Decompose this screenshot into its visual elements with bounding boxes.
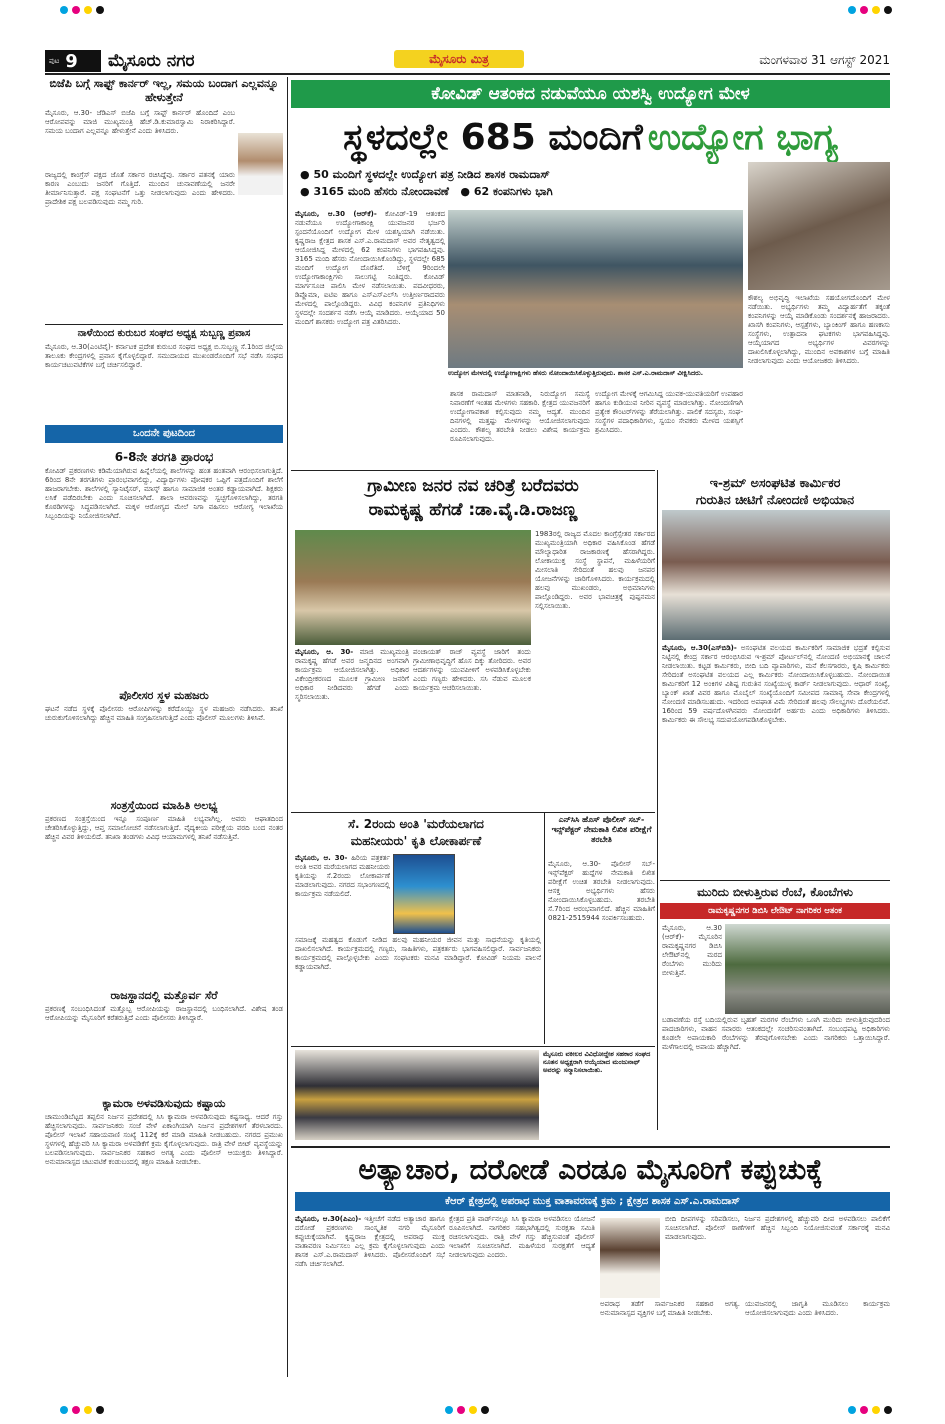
eshram-headline-2: ಗುರುತಿನ ಚೀಟಿಗೆ ನೋಂದಣಿ ಅಭಿಯಾನ — [695, 492, 855, 507]
page-number: 9 — [65, 50, 78, 72]
bullet1-text: 50 ಮಂದಿಗೆ ಸ್ಥಳದಲ್ಲೇ ಉದ್ಯೋಗ ಪತ್ರ ನೀಡಿದ ಶಾಸಕ ರಾಮದಾಸ್ — [313, 168, 550, 181]
story1-body: ಮೈಸೂರು, ಆ.30- ಜೆಡಿಎಸ್ ಬಿಜೆಪಿ ಬಗ್ಗೆ ಸಾಫ್ಟ್ ಕಾರ್ನರ್ ಹೊಂದಿದೆ ಎಂಬ ಆರೋಪವನ್ನು ಮಾಜಿ ಮುಖ್ಯಮಂತ್ರಿ ಹೆಚ್.ಡಿ.ಕುಮಾರಸ್ವಾಮಿ ನಿರಾಕರಿಸಿದ್ದಾರೆ. ಸಮಯ ಬಂದಾಗ ಎಲ್ಲವನ್ನೂ ಹೇಳುತ್ತೇನೆ ಎಂದು ತಿಳಿಸಿದರು. — [45, 109, 235, 135]
divider — [660, 880, 890, 881]
trees-subhead-banner — [660, 903, 890, 919]
lead-body-col2: ಶಾಸಕ ರಾಮದಾಸ್ ಮಾತನಾಡಿ, ನಿರುದ್ಯೋಗ ಸಮಸ್ಯೆ ನಿವಾರಣೆಗೆ ಇಂತಹ ಮೇಳಗಳು ಸಹಕಾರಿ. ಕ್ಷೇತ್ರದ ಯುವಜನರಿಗೆ ಉದ್ಯೋಗಾವಕಾಶ ಕಲ್ಪಿಸುವುದು ನಮ್ಮ ಆದ್ಯತೆ. ಮುಂದಿನ ದಿನಗಳಲ್ಲಿ ಮತ್ತಷ್ಟು ಮೇಳಗಳನ್ನು ಆಯೋಜಿಸಲಾಗುವುದು ಎಂದರು. ಕೌಶಲ್ಯ ತರಬೇತಿ ನೀಡಲು ವಿಶೇಷ ಕಾರ್ಯಕ್ರಮ ರೂಪಿಸಲಾಗುವುದು. — [450, 390, 590, 443]
mla-photo — [748, 162, 890, 290]
bottom-body-col3: ಅಪರಾಧ ತಡೆಗೆ ಸಾರ್ವಜನಿಕರ ಸಹಕಾರ ಅಗತ್ಯ. ಅನುಮಾನಾಸ್ಪದ ವ್ಯಕ್ತಿಗಳ ಬಗ್ಗೆ ಮಾಹಿತಿ ನೀಡಬೇಕು. — [600, 1300, 740, 1317]
divider — [291, 812, 655, 813]
book-body-col1: ಮೈಸೂರು, ಆ. 30- ಹಿರಿಯ ಪತ್ರಕರ್ತ ಅಂತಿ ಅವರ ಮರೆಯಲಾಗದ ಮಹನೀಯರು ಕೃತಿಯನ್ನು ಸೆ.2ರಂದು ಲೋಕಾರ್ಪಣೆ ಮಾಡಲಾಗುವುದು. ನಗರದ ಸಭಾಂಗಣದಲ್ಲಿ ಕಾರ್ಯಕ್ರಮ ನಡೆಯಲಿದೆ. — [295, 854, 390, 898]
eshram-headline-1: ಇ-ಶ್ರಮ್ ಅಸಂಘಟಿತ ಕಾರ್ಮಿಕರ — [709, 475, 841, 490]
kumaraswamy-photo — [238, 133, 283, 195]
bottom-body-col2: ಕ್ಷೇತ್ರದ ಪ್ರತಿ ವಾರ್ಡ್‌ನಲ್ಲೂ ಸಿಸಿ ಕ್ಯಾಮರಾ ಅಳವಡಿಸಲು ಯೋಜನೆ ರೂಪಿಸಲಾಗಿದೆ. ನಾಗರಿಕರ ಸಹಭಾಗಿತ್ವದಲ್ಲಿ ಸುರಕ್ಷತಾ ಸಮಿತಿ ರಚಿಸಲಾಗುವುದು. ರಾತ್ರಿ ವೇಳೆ ಗಸ್ತು ಹೆಚ್ಚಿಸುವಂತೆ ಪೊಲೀಸ್ ಇಲಾಖೆಗೆ ಸೂಚಿಸಲಾಗಿದೆ. ಮಹಿಳೆಯರ ಸುರಕ್ಷತೆಗೆ ಆದ್ಯತೆ ನೀಡಲಾಗುವುದು ಎಂದರು. — [449, 1215, 595, 1259]
registration-marks-bottom — [0, 1400, 945, 1420]
lead-headline — [291, 112, 890, 164]
police-exam-body: ಮೈಸೂರು, ಆ.30- ಪೊಲೀಸ್ ಸಬ್-ಇನ್ಸ್‌ಪೆಕ್ಟರ್ ಹುದ್ದೆಗಳ ನೇಮಕಾತಿ ಲಿಖಿತ ಪರೀಕ್ಷೆಗೆ ಉಚಿತ ತರಬೇತಿ ನೀಡಲಾಗುವುದು. ಆಸಕ್ತ ಅಭ್ಯರ್ಥಿಗಳು ಹೆಸರು ನೋಂದಾಯಿಸಿಕೊಳ್ಳಬಹುದು. ತರಬೇತಿ ಸೆ.7ರಿಂದ ಆರಂಭವಾಗಲಿದೆ. ಹೆಚ್ಚಿನ ಮಾಹಿತಿಗೆ 0821-2515944 ಸಂಪರ್ಕಿಸಬಹುದು. — [548, 860, 655, 922]
story2-body: ಮೈಸೂರು, ಆ.30(ಎಂಟಿವೈ)- ಕರ್ನಾಟಕ ಪ್ರದೇಶ ಕುರುಬರ ಸಂಘದ ಅಧ್ಯಕ್ಷ ಬಿ.ಸುಬ್ಬಣ್ಣ ಸೆ.1ರಿಂದ ಜಿಲ್ಲೆಯ ತಾಲೂಕು ಕೇಂದ್ರಗಳಲ್ಲಿ ಪ್ರವಾಸ ಕೈಗೊಳ್ಳಲಿದ್ದಾರೆ. ಸಮುದಾಯದ ಮುಖಂಡರೊಂದಿಗೆ ಸಭೆ ನಡೆಸಿ ಸಂಘದ ಕಾರ್ಯಚಟುವಟಿಕೆಗಳ ಬಗ್ಗೆ ಚರ್ಚಿಸಲಿದ್ದಾರೆ. — [45, 343, 283, 369]
job-fair-caption: ಉದ್ಯೋಗ ಮೇಳದಲ್ಲಿ ಉದ್ಯೋಗಾಕ್ಷಿಗಳು ಹೆಸರು ನೋಂದಾಯಿಸಿಕೊಳ್ಳುತ್ತಿರುವುದು. ಶಾಸಕ ಎಸ್.ಎ.ರಾಮದಾಸ್ ವೀಕ್ಷಿಸಿದರು. — [448, 369, 743, 385]
ramakrishna-dateline: ಮೈಸೂರು, ಆ. 30- — [295, 648, 354, 656]
section-name: ಮೈಸೂರು ನಗರ — [108, 51, 195, 71]
yellow-dot — [872, 1406, 880, 1414]
trees-body-col1: ಮೈಸೂರು, ಆ.30 (ಆರ್‌ಕೆ)- ಮೈಸೂರಿನ ರಾಮಕೃಷ್ಣನಗರ ಡಿಬಿಸಿ ಲೇಔಟ್‌ನಲ್ಲಿ ಮರದ ರೆಂಬೆಗಳು ಮುರಿದು ಬೀಳುತ್ತಿವೆ. — [662, 924, 722, 977]
left-column — [45, 77, 283, 1377]
story7-body: ಚಾಮುಂಡಿಬೆಟ್ಟದ ತಪ್ಪಲಿನ ನಿರ್ಜನ ಪ್ರದೇಶದಲ್ಲಿ ಸಿಸಿ ಕ್ಯಾಮರಾ ಅಳವಡಿಸುವುದು ಕಷ್ಟಸಾಧ್ಯ. ಆದರೆ ಗಸ್ತು ಹೆಚ್ಚಿಸಲಾಗುವುದು. ಸಾರ್ವಜನಿಕರು ಸಂಜೆ ವೇಳೆ ಏಕಾಂಗಿಯಾಗಿ ನಿರ್ಜನ ಪ್ರದೇಶಗಳಿಗೆ ತೆರಳಬಾರದು. ಪೊಲೀಸ್ ಇಲಾಖೆ ಸಹಾಯವಾಣಿ ಸಂಖ್ಯೆ 112ಕ್ಕೆ ಕರೆ ಮಾಡಿ ಮಾಹಿತಿ ನೀಡಬಹುದು. ನಗರದ ಪ್ರಮುಖ ಸ್ಥಳಗಳಲ್ಲಿ ಹೆಚ್ಚುವರಿ ಸಿಸಿ ಕ್ಯಾಮರಾ ಅಳವಡಿಕೆಗೆ ಕ್ರಮ ಕೈಗೊಳ್ಳಲಾಗುವುದು. ರಾತ್ರಿ ವೇಳೆ ಬೀಟ್ ವ್ಯವಸ್ಥೆಯನ್ನು ಬಲಪಡಿಸಲಾಗುವುದು. ಸಾರ್ವಜನಿಕರ ಸಹಕಾರ ಅಗತ್ಯ ಎಂದು ಪೊಲೀಸ್ ಆಯುಕ್ತರು ತಿಳಿಸಿದ್ದಾರೆ. ಅನುಮಾನಾಸ್ಪದ ಚಟುವಟಿಕೆ ಕಂಡುಬಂದಲ್ಲಿ ತಕ್ಷಣ ಮಾಹಿತಿ ನೀಡಬೇಕು. — [45, 1113, 283, 1166]
bullet-dot-icon: ● — [460, 185, 471, 198]
eshram-body: ಮೈಸೂರು, ಆ.30(ಎಸ್‌ಬಿಡಿ)- ಅಸಂಘಟಿತ ವಲಯದ ಕಾರ್ಮಿಕರಿಗೆ ಸಾಮಾಜಿಕ ಭದ್ರತೆ ಕಲ್ಪಿಸುವ ನಿಟ್ಟಿನಲ್ಲಿ ಕೇಂದ್ರ ಸರ್ಕಾರ ಆರಂಭಿಸಿರುವ ಇ-ಶ್ರಮ್ ಪೋರ್ಟಲ್‌ನಲ್ಲಿ ನೋಂದಣಿ ಅಭಿಯಾನಕ್ಕೆ ಚಾಲನೆ ನೀಡಲಾಯಿತು. ಕಟ್ಟಡ ಕಾರ್ಮಿಕರು, ಬೀದಿ ಬದಿ ವ್ಯಾಪಾರಿಗಳು, ಮನೆ ಕೆಲಸಗಾರರು, ಕೃಷಿ ಕಾರ್ಮಿಕರು ಸೇರಿದಂತೆ ಅಸಂಘಟಿತ ವಲಯದ ಎಲ್ಲ ಕಾರ್ಮಿಕರು ನೋಂದಾಯಿಸಿಕೊಳ್ಳಬಹುದು. ನೋಂದಾಯಿತ ಕಾರ್ಮಿಕರಿಗೆ 12 ಅಂಕಿಗಳ ವಿಶಿಷ್ಟ ಗುರುತಿನ ಸಂಖ್ಯೆಯುಳ್ಳ ಕಾರ್ಡ್ ನೀಡಲಾಗುವುದು. ಆಧಾರ್ ಸಂಖ್ಯೆ, ಬ್ಯಾಂಕ್ ಖಾತೆ ವಿವರ ಹಾಗೂ ಮೊಬೈಲ್ ಸಂಖ್ಯೆಯೊಂದಿಗೆ ಸಮೀಪದ ಸಾಮಾನ್ಯ ಸೇವಾ ಕೇಂದ್ರಗಳಲ್ಲಿ ನೋಂದಣಿ ಮಾಡಿಸಬಹುದು. ಇದರಿಂದ ಅಪಘಾತ ವಿಮೆ ಸೇರಿದಂತೆ ಹಲವು ಸೌಲಭ್ಯಗಳು ದೊರೆಯಲಿವೆ. 16ರಿಂದ 59 ವರ್ಷದೊಳಗಿನವರು ನೋಂದಣಿಗೆ ಅರ್ಹರು ಎಂದು ಅಧಿಕಾರಿಗಳು ತಿಳಿಸಿದರು. ಕಾರ್ಮಿಕರು ಈ ಸೌಲಭ್ಯ ಸದುಪಯೋಗಪಡಿಸಿಕೊಳ್ಳಬೇಕು. — [662, 644, 890, 724]
lead-headline-highlight: ಉದ್ಯೋಗ ಭಾಗ್ಯ — [647, 117, 838, 158]
bottom-subhead-banner — [295, 1192, 890, 1211]
story6-body: ಪ್ರಕರಣಕ್ಕೆ ಸಂಬಂಧಿಸಿದಂತೆ ಮತ್ತೊಬ್ಬ ಆರೋಪಿಯನ್ನು ರಾಜಸ್ಥಾನದಲ್ಲಿ ಬಂಧಿಸಲಾಗಿದೆ. ವಿಶೇಷ ತಂಡ ಆರೋಪಿಯನ್ನು ಮೈಸೂರಿಗೆ ಕರೆತರುತ್ತಿದೆ ಎಂದು ಪೊಲೀಸರು ತಿಳಿಸಿದ್ದಾರೆ. — [45, 1005, 283, 1022]
book-cover-image — [393, 854, 455, 934]
bottom-body-col1: ಮೈಸೂರು, ಆ.30(ಪಿಎಂ)- ಇತ್ತೀಚೆಗೆ ನಡೆದ ಅತ್ಯಾಚಾರ ಹಾಗೂ ದರೋಡೆ ಪ್ರಕರಣಗಳು ಸಾಂಸ್ಕೃತಿಕ ನಗರಿ ಮೈಸೂರಿಗೆ ಕಪ್ಪುಚುಕ್ಕೆಯಾಗಿವೆ. ಕೃಷ್ಣರಾಜ ಕ್ಷೇತ್ರದಲ್ಲಿ ಅಪರಾಧ ಮುಕ್ತ ವಾತಾವರಣ ನಿರ್ಮಿಸಲು ಎಲ್ಲ ಕ್ರಮ ಕೈಗೊಳ್ಳಲಾಗುವುದು ಎಂದು ಶಾಸಕ ಎಸ್.ಎ.ರಾಮದಾಸ್ ತಿಳಿಸಿದರು. ಪೊಲೀಸರೊಂದಿಗೆ ಸಭೆ ನಡೆಸಿ ಚರ್ಚಿಸಲಾಗಿದೆ. — [295, 1215, 445, 1268]
ramakrishna-body-col3: 1983ರಲ್ಲಿ ರಾಜ್ಯದ ಮೊದಲ ಕಾಂಗ್ರೆಸ್ಸೇತರ ಸರ್ಕಾರದ ಮುಖ್ಯಮಂತ್ರಿಯಾಗಿ ಅಧಿಕಾರ ವಹಿಸಿಕೊಂಡ ಹೆಗಡೆ ಮೌಲ್ಯಾಧಾರಿತ ರಾಜಕಾರಣಕ್ಕೆ ಹೆಸರಾಗಿದ್ದರು. ಲೋಕಾಯುಕ್ತ ಸಂಸ್ಥೆ ಸ್ಥಾಪನೆ, ಮಹಿಳೆಯರಿಗೆ ಮೀಸಲಾತಿ ಸೇರಿದಂತೆ ಹಲವು ಜನಪರ ಯೋಜನೆಗಳನ್ನು ಜಾರಿಗೊಳಿಸಿದರು. ಕಾರ್ಯಕ್ರಮದಲ್ಲಿ ಹಲವು ಮುಖಂಡರು, ಅಭಿಮಾನಿಗಳು ಪಾಲ್ಗೊಂಡಿದ್ದರು. ಅವರ ಭಾವಚಿತ್ರಕ್ಕೆ ಪುಷ್ಪನಮನ ಸಲ್ಲಿಸಲಾಯಿತು. — [535, 530, 655, 610]
magenta-dot — [457, 1406, 465, 1414]
column-divider — [544, 812, 545, 1044]
story3-headline: 6-8ನೇ ತರಗತಿ ಪ್ರಾರಂಭ — [114, 450, 214, 464]
black-dot — [96, 6, 104, 14]
trees-subhead: ರಾಮಕೃಷ್ಣನಗರ ಡಿಬಿಸಿ ಲೇಔಟ್ ನಾಗರಿಕರ ಆತಂಕ — [708, 906, 842, 916]
story3-body: ಕೋವಿಡ್ ಪ್ರಕರಣಗಳು ಕಡಿಮೆಯಾಗಿರುವ ಹಿನ್ನೆಲೆಯಲ್ಲಿ ಶಾಲೆಗಳನ್ನು ಹಂತ ಹಂತವಾಗಿ ಆರಂಭಿಸಲಾಗುತ್ತಿದೆ. 6ರಿಂದ 8ನೇ ತರಗತಿಗಳು ಪ್ರಾರಂಭವಾಗಲಿದ್ದು, ವಿದ್ಯಾರ್ಥಿಗಳು ಪೋಷಕರ ಒಪ್ಪಿಗೆ ಪತ್ರದೊಂದಿಗೆ ಶಾಲೆಗೆ ಹಾಜರಾಗಬೇಕು. ಶಾಲೆಗಳಲ್ಲಿ ಸ್ಯಾನಿಟೈಸರ್, ಮಾಸ್ಕ್ ಹಾಗೂ ಸಾಮಾಜಿಕ ಅಂತರ ಕಡ್ಡಾಯವಾಗಿದೆ. ಶಿಕ್ಷಕರು ಲಸಿಕೆ ಪಡೆದಿರಬೇಕು ಎಂದು ಸೂಚಿಸಲಾಗಿದೆ. ಶಾಲಾ ಆವರಣವನ್ನು ಸ್ವಚ್ಛಗೊಳಿಸಲಾಗಿದ್ದು, ತರಗತಿ ಕೊಠಡಿಗಳನ್ನು ಸಿದ್ಧಪಡಿಸಲಾಗಿದೆ. ಮಕ್ಕಳ ಆರೋಗ್ಯದ ಮೇಲೆ ನಿಗಾ ವಹಿಸಲು ಆರೋಗ್ಯ ಇಲಾಖೆಯ ಸಿಬ್ಬಂದಿಯನ್ನು ನಿಯೋಜಿಸಲಾಗಿದೆ. — [45, 467, 283, 520]
masthead: ಮೈಸೂರು ಮಿತ್ರ — [394, 50, 524, 68]
trees-body-col2: ಬಡಾವಣೆಯ ರಸ್ತೆ ಬದಿಯಲ್ಲಿರುವ ಬೃಹತ್ ಮರಗಳ ರೆಂಬೆಗಳು ಒಣಗಿ ಮುರಿದು ಬೀಳುತ್ತಿರುವುದರಿಂದ ಪಾದಚಾರಿಗಳು, ವಾಹನ ಸವಾರರು ಆತಂಕದಲ್ಲೇ ಸಂಚರಿಸುವಂತಾಗಿದೆ. ಸಂಬಂಧಪಟ್ಟ ಅಧಿಕಾರಿಗಳು ಕೂಡಲೇ ಅಪಾಯಕಾರಿ ರೆಂಬೆಗಳನ್ನು ತೆರವುಗೊಳಿಸಬೇಕು ಎಂದು ನಾಗರಿಕರು ಒತ್ತಾಯಿಸಿದ್ದಾರೆ. ಮಳೆಗಾಲದಲ್ಲಿ ಅಪಾಯ ಹೆಚ್ಚಾಗಿದೆ. — [662, 1016, 890, 1051]
black-dot — [96, 1406, 104, 1414]
bullet2-text: 3165 ಮಂದಿ ಹೆಸರು ನೋಂದಾವಣೆ — [313, 185, 449, 198]
job-fair-photo — [448, 210, 743, 368]
header-rule — [45, 73, 890, 75]
ramakrishna-body-col1: ಮೈಸೂರು, ಆ. 30- ಮಾಜಿ ಮುಖ್ಯಮಂತ್ರಿ ರಾಮಕೃಷ್ಣ ಹೆಗಡೆ ಅವರ ಜನ್ಮದಿನದ ಅಂಗವಾಗಿ ಕಾರ್ಯಕ್ರಮ ಆಯೋಜಿಸಲಾಗಿತ್ತು. ಅಧಿಕಾರ ವಿಕೇಂದ್ರೀಕರಣದ ಮೂಲಕ ಗ್ರಾಮೀಣ ಜನರಿಗೆ ಅಧಿಕಾರ ನೀಡಿದವರು ಹೆಗಡೆ ಎಂದು ಸ್ಮರಿಸಲಾಯಿತು. — [295, 648, 409, 701]
yellow-dot — [84, 1406, 92, 1414]
registration-marks-top — [0, 0, 945, 20]
yellow-dot — [469, 1406, 477, 1414]
story7-headline: ಕ್ಯಾಮರಾ ಅಳವಡಿಸುವುದು ಕಷ್ಟಾಯ — [102, 1097, 226, 1110]
yellow-dot — [872, 6, 880, 14]
cyan-dot — [848, 1406, 856, 1414]
book-body-col2: ಸಮಾಜಕ್ಕೆ ಮಹತ್ವದ ಕೊಡುಗೆ ನೀಡಿದ ಹಲವು ಮಹನೀಯರ ಜೀವನ ಮತ್ತು ಸಾಧನೆಯನ್ನು ಕೃತಿಯಲ್ಲಿ ದಾಖಲಿಸಲಾಗಿದೆ. ಕಾರ್ಯಕ್ರಮದಲ್ಲಿ ಗಣ್ಯರು, ಸಾಹಿತಿಗಳು, ಪತ್ರಕರ್ತರು ಭಾಗವಹಿಸಲಿದ್ದಾರೆ. ಸಾರ್ವಜನಿಕರು ಕಾರ್ಯಕ್ರಮದಲ್ಲಿ ಪಾಲ್ಗೊಳ್ಳಬೇಕು ಎಂದು ಸಂಘಟಕರು ಮನವಿ ಮಾಡಿದ್ದಾರೆ. ಕೋವಿಡ್ ನಿಯಮ ಪಾಲನೆ ಕಡ್ಡಾಯವಾಗಿದೆ. — [295, 936, 541, 971]
bullet-dot-icon: ● — [300, 185, 310, 198]
story1-body-cont: ರಾಜ್ಯದಲ್ಲಿ ಕಾಂಗ್ರೆಸ್ ಪಕ್ಷದ ಜೊತೆ ಸರ್ಕಾರ ರಚಿಸಿದ್ದೆವು. ಸರ್ಕಾರ ಪತನಕ್ಕೆ ಯಾರು ಕಾರಣ ಎಂಬುದು ಜನರಿಗೆ ಗೊತ್ತಿದೆ. ಮುಂದಿನ ಚುನಾವಣೆಯಲ್ಲಿ ಜನರೇ ತೀರ್ಮಾನಿಸುತ್ತಾರೆ. ಪಕ್ಷ ಸಂಘಟನೆಗೆ ಒತ್ತು ನೀಡಲಾಗುವುದು ಎಂದು ಹೇಳಿದರು. ಪ್ರಾದೇಶಿಕ ಪಕ್ಷ ಬಲಪಡಿಸುವುದು ನಮ್ಮ ಗುರಿ. — [45, 171, 235, 206]
divider — [291, 470, 655, 471]
book-headline-1: ಸೆ. 2ರಂದು ಅಂತಿ 'ಮರೆಯಲಾಗದ — [348, 817, 484, 831]
black-dot — [884, 1406, 892, 1414]
magenta-dot — [72, 6, 80, 14]
yellow-dot — [84, 6, 92, 14]
story4-headline: ಪೊಲೀಸರ ಸ್ಥಳ ಮಹಜರು — [119, 689, 209, 702]
black-dot — [481, 1406, 489, 1414]
lead-bullets — [300, 166, 740, 202]
cyan-dot — [848, 6, 856, 14]
ramakrishna-headline-1: ಗ್ರಾಮೀಣ ಜನರ ನವ ಚರಿತ್ರೆ ಬರೆದವರು — [367, 476, 579, 496]
bullet3-text: 62 ಕಂಪನಿಗಳು ಭಾಗಿ — [473, 185, 553, 198]
story1-headline: ಬಿಜೆಪಿ ಬಗ್ಗೆ ಸಾಫ್ಟ್ ಕಾರ್ನರ್ ಇಲ್ಲ, ಸಮಯ ಬಂದಾಗ ಎಲ್ಲವನ್ನೂ ಹೇಳುತ್ತೇನೆ — [49, 77, 279, 104]
page-number-box — [45, 50, 101, 72]
bottom-body-col4: ಬೀದಿ ದೀಪಗಳನ್ನು ಸರಿಪಡಿಸಲು, ನಿರ್ಜನ ಪ್ರದೇಶಗಳಲ್ಲಿ ಹೆಚ್ಚುವರಿ ದೀಪ ಅಳವಡಿಸಲು ಪಾಲಿಕೆಗೆ ಸೂಚಿಸಲಾಗಿದೆ. ಪೊಲೀಸ್ ಠಾಣೆಗಳಿಗೆ ಹೆಚ್ಚಿನ ಸಿಬ್ಬಂದಿ ನಿಯೋಜಿಸುವಂತೆ ಸರ್ಕಾರಕ್ಕೆ ಮನವಿ ಮಾಡಲಾಗುವುದು. — [665, 1215, 890, 1241]
trees-headline: ಮುರಿದು ಬೀಳುತ್ತಿರುವ ರೆಂಬೆ, ಕೊಂಬೆಗಳು — [697, 885, 853, 899]
lead-headline-prefix: ಸ್ಥಳದಲ್ಲೇ 685 ಮಂದಿಗೆ — [343, 117, 643, 158]
lead-dateline: ಮೈಸೂರು, ಆ.30 (ಆರ್‌ಕೆ)- — [295, 210, 377, 218]
lawyers-caption: ಮೈಸೂರು ವಕೀಲರ ವಿವಿಧೋದ್ದೇಶ ಸಹಕಾರ ಸಂಘದ ನೂತನ ಅಧ್ಯಕ್ಷರಾಗಿ ಆಯ್ಕೆಯಾದ ಮಂಜುನಾಥ್ ಅವರನ್ನು ಸನ್ಮಾನಿಸಲಾಯಿತು. — [543, 1050, 655, 1140]
lead-kicker-banner — [291, 80, 890, 108]
book-headline-2: ಮಹನೀಯರು' ಕೃತಿ ಲೋಕಾರ್ಪಣೆ — [350, 834, 482, 848]
magenta-dot — [860, 1406, 868, 1414]
bottom-subhead: ಕೆಆರ್ ಕ್ಷೇತ್ರದಲ್ಲಿ ಅಪರಾಧ ಮುಕ್ತ ವಾತಾವರಣಕ್ಕೆ ಕ್ರಮ ; ಕ್ಷೇತ್ರದ ಶಾಸಕ ಎಸ್.ಎ.ರಾಮದಾಸ್ — [445, 1196, 740, 1207]
lead-kicker: ಕೋವಿಡ್ ಆತಂಕದ ನಡುವೆಯೂ ಯಶಸ್ವಿ ಉದ್ಯೋಗ ಮೇಳ — [431, 84, 750, 104]
cyan-dot — [445, 1406, 453, 1414]
magenta-dot — [860, 6, 868, 14]
ramadas-portrait — [600, 1218, 660, 1298]
cyan-dot — [60, 6, 68, 14]
bottom-dateline: ಮೈಸೂರು, ಆ.30(ಪಿಎಂ)- — [295, 1215, 362, 1223]
story4-body: ಘಟನೆ ನಡೆದ ಸ್ಥಳಕ್ಕೆ ಪೊಲೀಸರು ಆರೋಪಿಗಳನ್ನು ಕರೆದೊಯ್ದು ಸ್ಥಳ ಮಹಜರು ನಡೆಸಿದರು. ತನಿಖೆ ಚುರುಕುಗೊಳಿಸಲಾಗಿದ್ದು ಹೆಚ್ಚಿನ ಮಾಹಿತಿ ಸಂಗ್ರಹಿಸಲಾಗುತ್ತಿದೆ ಎಂದು ಪೊಲೀಸ್ ಮೂಲಗಳು ತಿಳಿಸಿವೆ. — [45, 705, 283, 722]
magenta-dot — [72, 1406, 80, 1414]
eshram-photo — [662, 510, 890, 640]
column-divider — [287, 77, 288, 1377]
bullet-dot-icon: ● — [300, 168, 310, 181]
ramakrishna-body-col2: ಪಂಚಾಯತ್ ರಾಜ್ ವ್ಯವಸ್ಥೆ ಜಾರಿಗೆ ತಂದು ಗ್ರಾಮೀಣಾಭಿವೃದ್ಧಿಗೆ ಹೊಸ ದಿಕ್ಕು ತೋರಿದರು. ಅವರ ಆದರ್ಶಗಳನ್ನು ಯುವಪೀಳಿಗೆ ಅಳವಡಿಸಿಕೊಳ್ಳಬೇಕು ಎಂದು ಗಣ್ಯರು ಹೇಳಿದರು. ಸಸಿ ನೆಡುವ ಮೂಲಕ ಕಾರ್ಯಕ್ರಮ ಆಚರಿಸಲಾಯಿತು. — [413, 648, 531, 692]
lead-body-col3: ಉದ್ಯೋಗ ಮೇಳಕ್ಕೆ ಆಗಮಿಸಿದ್ದ ಯುವಕ-ಯುವತಿಯರಿಗೆ ಉಪಹಾರ ಹಾಗೂ ಕುಡಿಯುವ ನೀರಿನ ವ್ಯವಸ್ಥೆ ಮಾಡಲಾಗಿತ್ತು. ನೋಂದಣಿಗಾಗಿ ಪ್ರತ್ಯೇಕ ಕೌಂಟರ್‌ಗಳನ್ನು ತೆರೆಯಲಾಗಿತ್ತು. ಪಾಲಿಕೆ ಸದಸ್ಯರು, ಸಂಘ-ಸಂಸ್ಥೆಗಳ ಪದಾಧಿಕಾರಿಗಳು, ಸ್ವಯಂ ಸೇವಕರು ಮೇಳದ ಯಶಸ್ಸಿಗೆ ಶ್ರಮಿಸಿದರು. — [595, 390, 743, 434]
story2-headline: ನಾಳೆಯಿಂದ ಕುರುಬರ ಸಂಘದ ಅಧ್ಯಕ್ಷ ಸುಬ್ಬಣ್ಣ ಪ್ರವಾಸ — [77, 328, 251, 339]
book-dateline: ಮೈಸೂರು, ಆ. 30- — [295, 854, 348, 862]
lawyers-felicitation-photo — [295, 1050, 539, 1140]
ramakrishna-event-photo — [295, 530, 531, 645]
column-divider — [657, 470, 658, 1130]
police-exam-headline: ಎನ್‌ಸಿಸಿ ಹೊಸ್ ಪೊಲೀಸ್ ಸಬ್-ಇನ್ಸ್‌ಪೆಕ್ಟರ್ ನೇಮಕಾತಿ ಲಿಖಿತ ಪರೀಕ್ಷೆಗೆ ತರಬೇತಿ — [551, 815, 652, 844]
black-dot — [884, 6, 892, 14]
story5-body: ಪ್ರಕರಣದ ಸಂತ್ರಸ್ತೆಯಿಂದ ಇನ್ನೂ ಸಂಪೂರ್ಣ ಮಾಹಿತಿ ಲಭ್ಯವಾಗಿಲ್ಲ. ಅವರು ಆಘಾತದಿಂದ ಚೇತರಿಸಿಕೊಳ್ಳುತ್ತಿದ್ದು, ಆಪ್ತ ಸಮಾಲೋಚನೆ ನಡೆಸಲಾಗುತ್ತಿದೆ. ವೈದ್ಯಕೀಯ ಪರೀಕ್ಷೆಯ ವರದಿ ಬಂದ ನಂತರ ಹೆಚ್ಚಿನ ವಿವರ ತಿಳಿಯಲಿದೆ. ತನಿಖಾ ತಂಡಗಳು ವಿವಿಧ ಆಯಾಮಗಳಲ್ಲಿ ತನಿಖೆ ನಡೆಸುತ್ತಿವೆ. — [45, 815, 283, 841]
lead-body-col1: ಮೈಸೂರು, ಆ.30 (ಆರ್‌ಕೆ)- ಕೋವಿಡ್-19 ಆತಂಕದ ನಡುವೆಯೂ ಉದ್ಯೋಗಾಕಾಂಕ್ಷಿ ಯುವಜನರ ಭರ್ಜರಿ ಸ್ಪಂದನೆಯೊಂದಿಗೆ ಉದ್ಯೋಗ ಮೇಳ ಯಶಸ್ವಿಯಾಗಿ ನಡೆಯಿತು. ಕೃಷ್ಣರಾಜ ಕ್ಷೇತ್ರದ ಶಾಸಕ ಎಸ್.ಎ.ರಾಮದಾಸ್ ಅವರ ನೇತೃತ್ವದಲ್ಲಿ ಆಯೋಜಿಸಿದ್ದ ಮೇಳದಲ್ಲಿ 62 ಕಂಪನಿಗಳು ಭಾಗವಹಿಸಿದ್ದವು. 3165 ಮಂದಿ ಹೆಸರು ನೋಂದಾಯಿಸಿಕೊಂಡಿದ್ದು, ಸ್ಥಳದಲ್ಲೇ 685 ಮಂದಿಗೆ ಉದ್ಯೋಗ ದೊರೆತಿದೆ. ಬೆಳಿಗ್ಗೆ 9ರಿಂದಲೇ ಉದ್ಯೋಗಾಕಾಂಕ್ಷಿಗಳು ಸಾಲುಗಟ್ಟಿ ನಿಂತಿದ್ದರು. ಕೋವಿಡ್ ಮಾರ್ಗಸೂಚಿ ಪಾಲಿಸಿ ಮೇಳ ನಡೆಸಲಾಯಿತು. ಪದವೀಧರರು, ಡಿಪ್ಲೊಮಾ, ಐಟಿಐ ಹಾಗೂ ಎಸ್‌ಎಸ್‌ಎಲ್‌ಸಿ ಉತ್ತೀರ್ಣರಾದವರು ಮೇಳದಲ್ಲಿ ಪಾಲ್ಗೊಂಡಿದ್ದರು. ವಿವಿಧ ಕಂಪನಿಗಳ ಪ್ರತಿನಿಧಿಗಳು ಸ್ಥಳದಲ್ಲೇ ಸಂದರ್ಶನ ನಡೆಸಿ ಆಯ್ಕೆ ಮಾಡಿದರು. ಆಯ್ಕೆಯಾದ 50 ಮಂದಿಗೆ ಶಾಸಕರು ಉದ್ಯೋಗ ಪತ್ರ ವಿತರಿಸಿದರು. — [295, 210, 445, 326]
fallen-branches-photo — [725, 924, 890, 1014]
divider — [45, 324, 283, 325]
lead-bullet-1 — [300, 166, 740, 183]
story6-headline: ರಾಜಸ್ಥಾನದಲ್ಲಿ ಮತ್ತೊರ್ವ ಸೆರೆ — [110, 989, 218, 1002]
bottom-headline: ಅತ್ಯಾಚಾರ, ದರೋಡೆ ಎರಡೂ ಮೈಸೂರಿಗೆ ಕಪ್ಪುಚುಕ್ಕೆ — [358, 1153, 823, 1186]
eshram-dateline: ಮೈಸೂರು, ಆ.30(ಎಸ್‌ಬಿಡಿ)- — [662, 644, 737, 652]
lead-bullet-2 — [300, 183, 740, 200]
continued-label: ಒಂದನೇ ಪುಟದಿಂದ — [133, 428, 195, 439]
continued-banner — [45, 425, 283, 443]
lead-body-col4: ಕೌಶಲ್ಯ ಅಭಿವೃದ್ಧಿ ಇಲಾಖೆಯ ಸಹಯೋಗದೊಂದಿಗೆ ಮೇಳ ನಡೆಯಿತು. ಅಭ್ಯರ್ಥಿಗಳು ತಮ್ಮ ವಿದ್ಯಾರ್ಹತೆಗೆ ತಕ್ಕಂತೆ ಕಂಪನಿಗಳನ್ನು ಆಯ್ಕೆ ಮಾಡಿಕೊಂಡು ಸಂದರ್ಶನಕ್ಕೆ ಹಾಜರಾದರು. ಖಾಸಗಿ ಕಂಪನಿಗಳು, ಆಸ್ಪತ್ರೆಗಳು, ಬ್ಯಾಂಕಿಂಗ್ ಹಾಗೂ ಹಣಕಾಸು ಸಂಸ್ಥೆಗಳು, ಉತ್ಪಾದನಾ ಘಟಕಗಳು ಭಾಗವಹಿಸಿದ್ದವು. ಆಯ್ಕೆಯಾಗದ ಅಭ್ಯರ್ಥಿಗಳ ವಿವರಗಳನ್ನು ದಾಖಲಿಸಿಕೊಳ್ಳಲಾಗಿದ್ದು, ಮುಂದಿನ ಅವಕಾಶಗಳ ಬಗ್ಗೆ ಮಾಹಿತಿ ನೀಡಲಾಗುವುದು ಎಂದು ಆಯೋಜಕರು ತಿಳಿಸಿದರು. — [748, 294, 890, 365]
divider — [291, 1146, 890, 1148]
issue-date: ಮಂಗಳವಾರ 31 ಆಗಸ್ಟ್ 2021 — [759, 53, 890, 67]
page-label: ಪುಟ — [49, 56, 60, 65]
ramakrishna-headline-2: ರಾಮಕೃಷ್ಣ ಹೆಗಡೆ :ಡಾ.ವೈ.ಡಿ.ರಾಜಣ್ಣ — [368, 500, 578, 520]
story5-headline: ಸಂತ್ರಸ್ತೆಯಿಂದ ಮಾಹಿತಿ ಅಲಭ್ಯ — [110, 799, 218, 812]
cyan-dot — [60, 1406, 68, 1414]
bottom-body-col5: ಯುವಜನರಲ್ಲಿ ಜಾಗೃತಿ ಮೂಡಿಸಲು ಕಾರ್ಯಕ್ರಮ ಆಯೋಜಿಸಲಾಗುವುದು ಎಂದು ತಿಳಿಸಿದರು. — [745, 1300, 890, 1317]
divider — [291, 1046, 655, 1047]
